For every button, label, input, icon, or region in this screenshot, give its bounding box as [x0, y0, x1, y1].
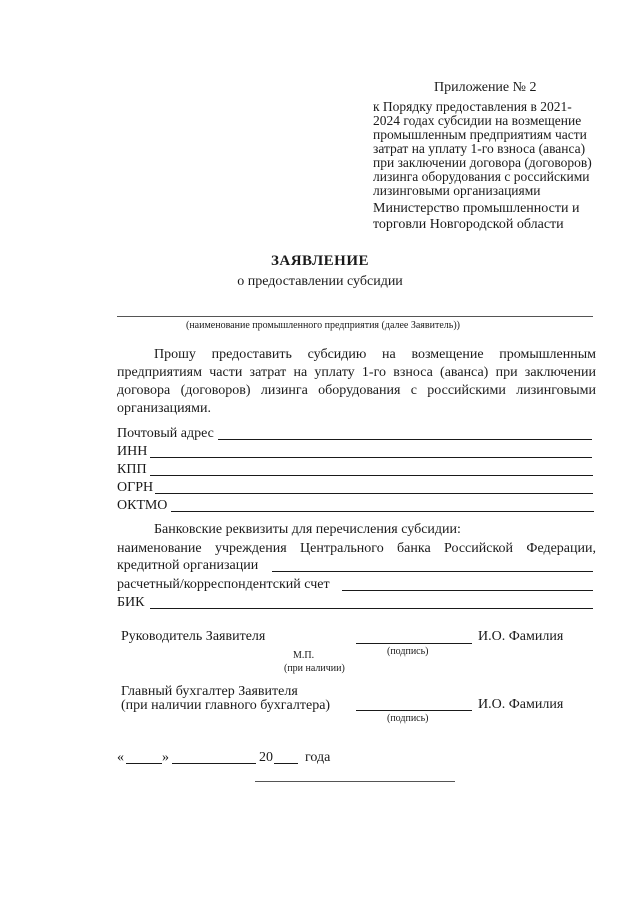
bik-line[interactable] [150, 608, 593, 609]
ministry-line: Министерство промышленности и [373, 201, 580, 216]
request-line: предприятиям части затрат на уплату 1-го взноса (аванса) при заключении [117, 365, 596, 380]
bottom-separator [255, 781, 455, 782]
accountant-label: Главный бухгалтер Заявителя [121, 684, 298, 699]
accountant-note: (при наличии главного бухгалтера) [121, 698, 331, 713]
annex-line: при заключении договора (договоров) [373, 155, 592, 170]
postal-address-label: Почтовый адрес [117, 426, 214, 441]
request-paragraph [117, 346, 596, 418]
accountant-signature-line[interactable] [356, 710, 472, 711]
document-subtitle: о предоставлении субсидии [237, 274, 403, 289]
credit-org-line[interactable] [272, 571, 593, 572]
head-signature-line[interactable] [356, 643, 472, 644]
kpp-label: КПП [117, 462, 147, 477]
ogrn-label: ОГРН [117, 480, 154, 495]
stamp-note: (при наличии) [284, 663, 345, 674]
kpp-line[interactable] [150, 475, 593, 476]
accountant-signature-caption: (подпись) [387, 713, 429, 724]
annex-line: 2024 годах субсидии на возмещение [373, 113, 582, 128]
annex-line: лизинга оборудования с российскими [373, 169, 590, 184]
date-month-line[interactable] [172, 763, 256, 764]
postal-address-line[interactable] [218, 439, 592, 440]
annex-title: Приложение № 2 [434, 80, 537, 95]
applicant-caption: (наименование промышленного предприятия (далее Заявитель)) [186, 320, 460, 331]
date-year-prefix: 20 [259, 750, 273, 765]
request-line: организациями. [117, 401, 211, 416]
bank-heading: Банковские реквизиты для перечисления субсидии: [154, 522, 461, 537]
account-line[interactable] [342, 590, 593, 591]
request-line: Прошу предоставить субсидию на возмещение промышленным [154, 347, 596, 362]
date-year-word: года [305, 750, 331, 765]
account-label: расчетный/корреспондентский счет [117, 577, 330, 592]
credit-org-label: кредитной организации [117, 558, 259, 573]
annex-line: затрат на уплату 1-го взноса (аванса) [373, 141, 586, 156]
oktmo-line[interactable] [171, 511, 594, 512]
head-label: Руководитель Заявителя [121, 629, 266, 644]
bik-label: БИК [117, 595, 145, 610]
document-title: ЗАЯВЛЕНИЕ [270, 253, 370, 269]
ministry-addressee [373, 201, 579, 233]
bank-institution-paragraph [117, 540, 596, 558]
head-name: И.О. Фамилия [478, 629, 564, 644]
inn-line[interactable] [150, 457, 592, 458]
ogrn-line[interactable] [155, 493, 593, 494]
bank-institution-line: наименование учреждения Центрального банка Российской Федерации, [117, 541, 596, 556]
head-signature-caption: (подпись) [387, 646, 429, 657]
annex-line: лизинговыми организациями [373, 183, 541, 198]
stamp-label: М.П. [293, 650, 315, 661]
annex-line: к Порядку предоставления в 2021- [373, 99, 572, 114]
applicant-name-line[interactable] [117, 316, 593, 317]
oktmo-label: ОКТМО [117, 498, 168, 513]
ministry-line: торговли Новгородской области [373, 217, 564, 232]
inn-label: ИНН [117, 444, 148, 459]
date-year-line[interactable] [274, 763, 298, 764]
date-day-line[interactable] [126, 763, 162, 764]
annex-reference [373, 100, 592, 198]
date-open-quote: « [117, 750, 124, 765]
date-close-quote: » [162, 750, 169, 765]
annex-line: промышленным предприятиям части [373, 127, 587, 142]
accountant-name: И.О. Фамилия [478, 697, 564, 712]
request-line: договора (договоров) лизинга оборудования с российскими лизинговыми [117, 383, 596, 398]
